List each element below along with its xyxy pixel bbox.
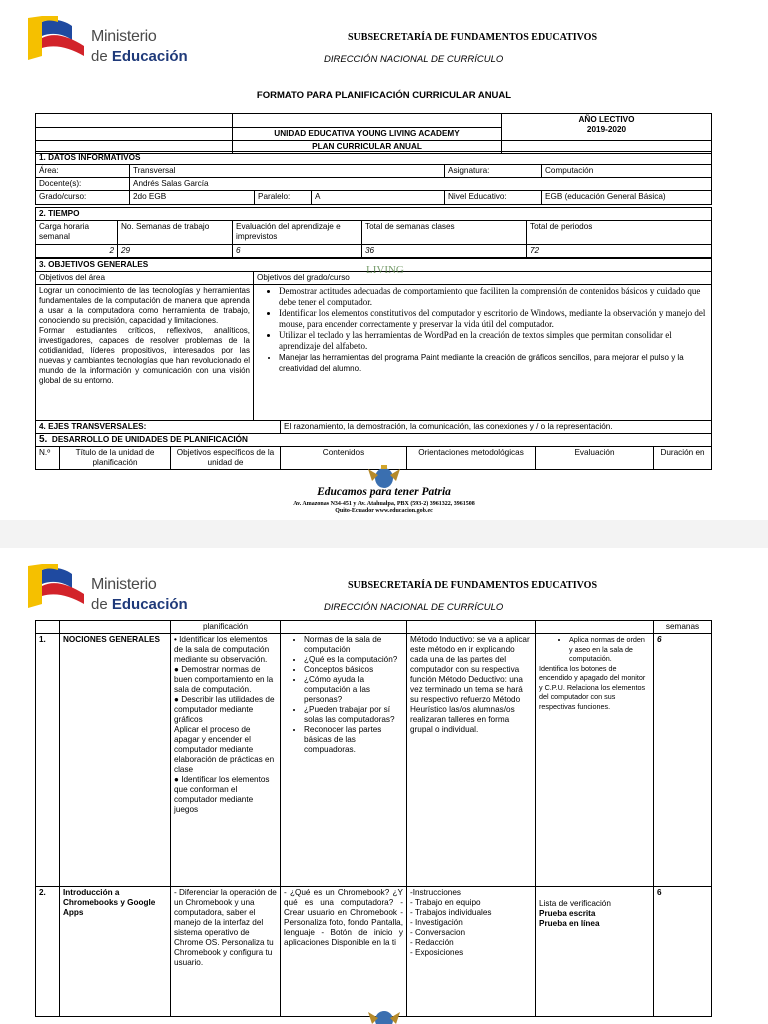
unit-objetivos: • Identificar los elementos de la sala de computación mediante su observación. ● Demostrar normas de buen comportamiento en la sala de computación. ● Describir las utilidades de computador mediante gráficos Aplicar el proceso de apagar y encender el computador mediante elaboración de prácticas en clase ● Identificar los elementos que conforman el computador mediante juegos <box>171 634 281 887</box>
unit-duracion: 6 <box>654 634 712 887</box>
section-heading-desarrollo: 5. DESARROLLO DE UNIDADES DE PLANIFICACIÓN <box>36 434 712 447</box>
tiempo-header-carga: Carga horaria semanal <box>36 221 118 245</box>
list-item: • Normas de la sala de computación <box>304 635 403 655</box>
grado-value: 2do EGB <box>130 191 255 205</box>
logo-text-educacion: de Educación <box>91 596 188 613</box>
tiempo-table <box>35 207 712 258</box>
objetivos-grado-list <box>254 285 712 421</box>
unit-num: 1. <box>36 634 60 887</box>
tiempo-value-semanas: 29 <box>118 245 233 258</box>
desarrollo-header-evaluacion: Evaluación <box>536 447 654 470</box>
tiempo-header-total-semanas: Total de semanas clases <box>362 221 527 245</box>
empty-cell <box>60 621 171 634</box>
objetivos-area-text: Lograr un conocimiento de las tecnologías y herramientas fundamentales de la computación de manera que aprenda a usar a la computadora como herramienta de trabajo, conociendo su precisión, capacidad y limitaciones. Formar estudiantes críticos, reflexivos, analíticos, investigadores, capaces de resolver problemas de la cotidianidad, líderes propositivos, interesados por las nuevas y cambiantes tecnologías que han revolucionado el mundo de la información y comunicación con una visión global de su entorno. <box>36 285 254 421</box>
unit-contenidos <box>281 634 407 887</box>
logo-text-educacion: de Educación <box>91 48 188 65</box>
empty-cell <box>36 621 60 634</box>
datos-informativos-table <box>35 151 712 205</box>
direccion-heading: DIRECCIÓN NACIONAL DE CURRÍCULO <box>324 54 504 65</box>
tiempo-value-evaluacion: 6 <box>233 245 362 258</box>
ministerio-logo <box>28 16 198 66</box>
paralelo-value: A <box>312 191 445 205</box>
asignatura-value: Computación <box>542 165 712 178</box>
plan-curricular-label: PLAN CURRICULAR ANUAL <box>233 141 502 154</box>
objetivo-grado-item: • Demostrar actitudes adecuadas de comportamiento que faciliten la comprensión de contenidos básicos y cuidado que debe tener el computador. <box>279 286 708 308</box>
direccion-heading: DIRECCIÓN NACIONAL DE CURRÍCULO <box>324 602 504 613</box>
nivel-label: Nivel Educativo: <box>445 191 542 205</box>
tiempo-value-total-periodos: 72 <box>527 245 712 258</box>
subsecretaria-heading: SUBSECRETARÍA DE FUNDAMENTOS EDUCATIVOS <box>348 32 598 43</box>
objetivo-grado-item: • Identificar los elementos constitutivos del computador y escritorio de Windows, mediante la observación y manejo del mouse, para encender correctamente y preservar la vida útil del computador. <box>279 308 708 330</box>
list-item: • ¿Qué es la computación? <box>304 655 403 665</box>
tiempo-header-total-periodos: Total de periodos <box>527 221 712 245</box>
desarrollo-header-metodologia: Orientaciones metodológicas <box>407 447 536 470</box>
desarrollo-header-titulo: Título de la unidad de planificación <box>60 447 171 470</box>
section-heading-objetivos: 3. OBJETIVOS GENERALES <box>36 259 712 272</box>
desarrollo-header-num: N.º <box>36 447 60 470</box>
table-row <box>36 887 712 1017</box>
unit-metodologia: Método Inductivo: se va a aplicar este método en ir explicando cada una de las partes del computador con su respectiva función Método Deductivo: una vez terminado un tema se hará su respectivo refuerzo Método Heurístico las/os alumnas/os realizaran talleres en forma grupal o individual. <box>407 634 536 887</box>
tiempo-value-total-semanas: 36 <box>362 245 527 258</box>
unit-duracion: 6 <box>654 887 712 1017</box>
objetivos-grado-header: Objetivos del grado/curso <box>254 272 712 285</box>
page-gap <box>0 520 768 548</box>
list-item: • Conceptos básicos <box>304 665 403 675</box>
section-heading-tiempo: 2. TIEMPO <box>36 208 712 221</box>
objetivo-grado-item: • Utilizar el teclado y las herramientas de WordPad en la creación de textos simples que permitan consolidar el aprendizaje del alfabeto. <box>279 330 708 352</box>
header-table <box>35 113 712 154</box>
continuation-header-planificacion: planificación <box>171 621 281 634</box>
subsecretaria-heading: SUBSECRETARÍA DE FUNDAMENTOS EDUCATIVOS <box>348 580 598 591</box>
empty-cell <box>281 621 407 634</box>
area-value: Transversal <box>130 165 445 178</box>
desarrollo-header-duracion: Duración en <box>654 447 712 470</box>
desarrollo-continuation-table <box>35 620 712 1017</box>
list-item: • ¿Cómo ayuda la computación a las personas? <box>304 675 403 705</box>
unit-evaluacion: • Aplica normas de orden y aseo en la sala de computación. Identifica los botones de encendido y apagado del monitor y C.P.U. Relaciona los elementos del computador con sus respectivas funciones. <box>536 634 654 887</box>
grado-label: Grado/curso: <box>36 191 130 205</box>
logo-text-ministerio: Ministerio <box>91 576 157 593</box>
unit-metodologia: -Instrucciones - Trabajo en equipo - Trabajos individuales - Investigación - Conversacion - Redacción - Exposiciones <box>407 887 536 1017</box>
empty-cell <box>36 114 233 128</box>
ministerio-logo <box>28 564 198 614</box>
document-page-2 <box>0 548 768 1024</box>
empty-cell <box>36 128 233 141</box>
paralelo-label: Paralelo: <box>255 191 312 205</box>
tiempo-header-semanas: No. Semanas de trabajo <box>118 221 233 245</box>
empty-cell <box>233 114 502 128</box>
ejes-label: 4. EJES TRANSVERSALES: <box>36 421 281 434</box>
tiempo-value-carga: 2 <box>36 245 118 258</box>
list-item: • Reconocer las partes básicas de las compuadoras. <box>304 725 403 755</box>
continuation-header-semanas: semanas <box>654 621 712 634</box>
objetivo-grado-item: • Manejar las herramientas del programa Paint mediante la creación de gráficos sencillos, para mejorar el pulso y la creatividad del alumno. <box>279 352 708 374</box>
unit-title: Introducción a Chromebooks y Google Apps <box>60 887 171 1017</box>
table-row <box>36 634 712 887</box>
empty-cell <box>536 621 654 634</box>
flag-logo-icon <box>28 564 88 608</box>
empty-cell <box>407 621 536 634</box>
ejes-value: El razonamiento, la demostración, la comunicación, las conexiones y / o la representación. <box>281 421 712 434</box>
nivel-value: EGB (educación General Básica) <box>542 191 712 205</box>
docente-label: Docente(s): <box>36 178 130 191</box>
footer-city: Quito-Ecuador www.educacion.gob.ec <box>335 508 433 514</box>
document-title: FORMATO PARA PLANIFICACIÓN CURRICULAR ANUAL <box>256 90 512 101</box>
docente-value: Andrés Salas García <box>130 178 712 191</box>
list-item: • Aplica normas de orden y aseo en la sala de computación. <box>569 635 650 664</box>
objetivos-table <box>35 258 712 421</box>
unit-title: NOCIONES GENERALES <box>60 634 171 887</box>
unit-evaluacion: Lista de verificación Prueba escrita Prueba en línea <box>536 887 654 1017</box>
section-heading-datos: 1. DATOS INFORMATIVOS <box>36 152 712 165</box>
asignatura-label: Asignatura: <box>445 165 542 178</box>
desarrollo-header-contenidos: Contenidos <box>281 447 407 470</box>
unit-objetivos: - Diferenciar la operación de un Chromebook y una computadora, saber el manejo de la interfaz del sistema operativo de Chrome OS. Personaliza tu Chromebook y configura tu usuario. <box>171 887 281 1017</box>
flag-logo-icon <box>28 16 88 60</box>
young-living-watermark: LIVING <box>366 264 404 276</box>
objetivos-area-header: Objetivos del área <box>36 272 254 285</box>
area-label: Área: <box>36 165 130 178</box>
unit-num: 2. <box>36 887 60 1017</box>
footer-address: Av. Amazonas N34-451 y Av. Atahualpa, PBX (593-2) 3961322, 3961508 <box>293 501 475 507</box>
ecuador-coat-of-arms-icon <box>364 1008 404 1024</box>
desarrollo-header-objetivos: Objetivos específicos de la unidad de <box>171 447 281 470</box>
unit-contenidos: - ¿Qué es un Chromebook? ¿Y qué es una computadora? - Crear usuario en Chromebook - Personaliza foto, fondo Pantalla, lenguaje - Botón de inicio y aplicaciones Disponible en la ti <box>281 887 407 1017</box>
list-item: • ¿Pueden trabajar por sí solas las computadoras? <box>304 705 403 725</box>
anio-lectivo-cell: AÑO LECTIVO 2019-2020 <box>502 114 712 141</box>
logo-text-ministerio: Ministerio <box>91 28 157 45</box>
tiempo-header-evaluacion: Evaluación del aprendizaje e imprevistos <box>233 221 362 245</box>
school-name: UNIDAD EDUCATIVA YOUNG LIVING ACADEMY <box>233 128 502 141</box>
footer-slogan: Educamos para tener Patria <box>317 486 451 498</box>
